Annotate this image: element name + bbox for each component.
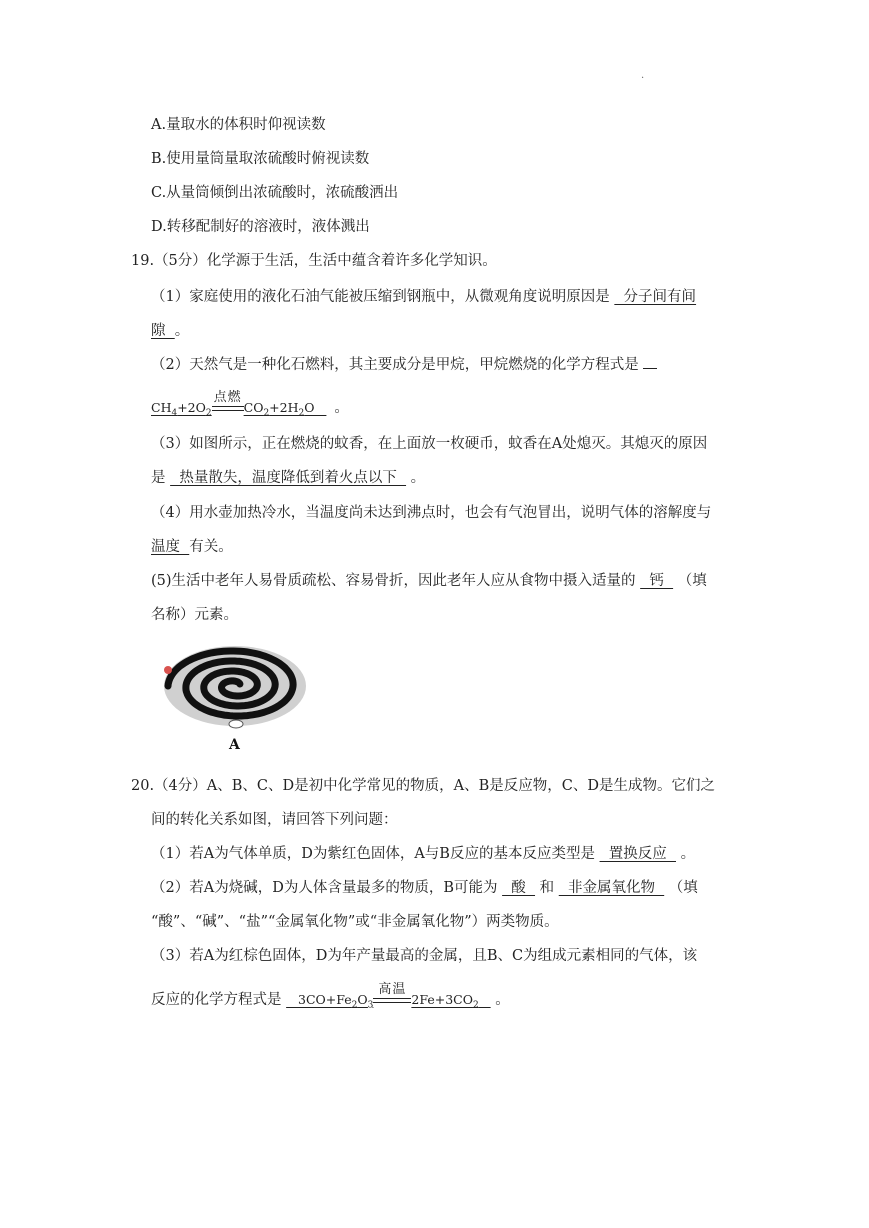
header-dot: .: [641, 70, 645, 81]
burning-tip: [164, 666, 172, 674]
mosquito-coil-figure: [160, 636, 310, 756]
q19-part2: [151, 353, 657, 374]
q19-part5-answer: 钙: [640, 573, 674, 589]
q19-stem: 19.（5分）化学源于生活，生活中蕴含着许多化学知识。: [131, 253, 497, 269]
q19-part3-cont: [151, 466, 425, 487]
figure-label-a: A: [229, 737, 240, 753]
q19-part4-end: 有关。: [189, 539, 233, 555]
q20-part3-end: 。: [495, 992, 510, 1008]
option-d: D.转移配制好的溶液时，液体溅出: [151, 219, 370, 235]
q20-part1-text: （1）若A为气体单质，D为紫红色固体，A与B反应的基本反应类型是: [151, 846, 595, 862]
q20-part2-answer1: 酸: [502, 880, 536, 896]
q20-stem: 20.（4分）A、B、C、D是初中化学常见的物质，A、B是反应物，C、D是生成物。它们之: [131, 778, 715, 794]
q19-part3: （3）如图所示，正在燃烧的蚊香，在上面放一枚硬币，蚊香在A处熄灭。其熄灭的原因: [151, 436, 708, 452]
q20-part1-end: 。: [680, 846, 696, 862]
q19-part1: [151, 285, 696, 306]
q20-stem-cont: 间的转化关系如图，请回答下列问题：: [151, 812, 398, 828]
q19-part4-cont: [151, 535, 233, 556]
q20-part2-end: （填: [668, 880, 698, 896]
q20-part3-pre: 反应的化学方程式是: [151, 992, 282, 1008]
q20-part2-answer2: 非金属氧化物: [558, 880, 665, 896]
q20-part3: （3）若A为红棕色固体，D为年产量最高的金属，且B、C为组成元素相同的气体，该: [151, 948, 698, 964]
q19-part5-end: （填: [677, 573, 707, 589]
q19-part3-answer: 热量散失，温度降低到着火点以下: [170, 470, 407, 486]
q19-part4-answer: 温度: [151, 539, 190, 555]
q20-part3-equation: $3CO+Fe_2O_3$ 高温 $2Fe+3CO_2$: [286, 982, 479, 1011]
q20-part2-cont: “酸”、“碱”、“盐”“金属氧化物”或“非金属氧化物”）两类物质。: [151, 914, 559, 930]
q19-part5-cont: 名称）元素。: [151, 607, 238, 623]
q20-part2: [151, 876, 698, 897]
q20-part1: [151, 842, 695, 863]
q20-part2-mid: 和: [539, 880, 555, 896]
q20-part3-cont: [151, 982, 510, 1011]
q20-reaction-condition: 高温: [373, 992, 411, 1007]
q19-part1-answer-a: 分子间有间: [614, 289, 697, 305]
coin: [229, 720, 243, 728]
q19-part3-pre: 是: [151, 470, 166, 486]
option-a: A.量取水的体积时仰视读数: [151, 117, 326, 133]
q19-part1-text: （1）家庭使用的液化石油气能被压缩到钢瓶中，从微观角度说明原因是: [151, 289, 610, 305]
q19-part1-end: 。: [174, 323, 190, 339]
q19-part5-text: (5)生活中老年人易骨质疏松、容易骨折，因此老年人应从食物中摄入适量的: [151, 573, 636, 589]
q19-part4: （4）用水壶加热冷水，当温度尚未达到沸点时，也会有气泡冒出，说明气体的溶解度与: [151, 505, 712, 521]
q19-part1-cont: [151, 319, 189, 340]
q20-part1-answer: 置换反应: [599, 846, 676, 862]
q19-reaction-condition: 点燃: [212, 400, 244, 415]
q19-part5: [151, 569, 707, 590]
q19-part2-blank: [643, 356, 657, 369]
option-c: C.从量筒倾倒出浓硫酸时，浓硫酸洒出: [151, 185, 399, 201]
q19-part3-end: 。: [410, 470, 426, 486]
q20-part2-text: （2）若A为烧碱，D为人体含量最多的物质，B可能为: [151, 880, 498, 896]
q19-part2-text: （2）天然气是一种化石燃料，其主要成分是甲烷，甲烷燃烧的化学方程式是: [151, 357, 639, 373]
q19-part2-equation: $CH_4+2O_2$ 点燃 $CO_2+2H_2O$ 。: [151, 390, 349, 419]
option-b: B.使用量筒量取浓硫酸时俯视读数: [151, 151, 370, 167]
q19-part1-answer-b: 隙: [151, 323, 175, 339]
